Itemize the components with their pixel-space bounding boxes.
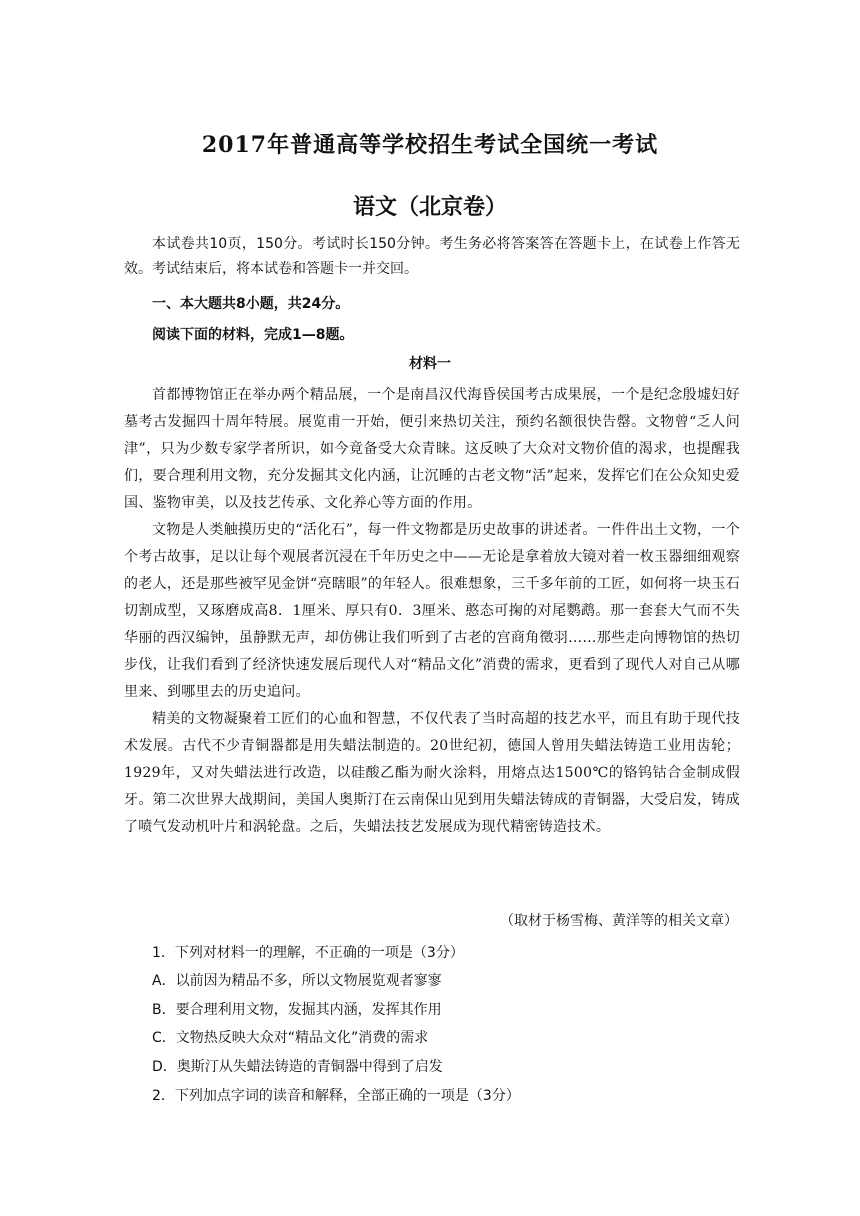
question-2: 2．下列加点字词的读音和解释，全部正确的一项是（3分） [152,1088,520,1104]
question-1-option-c: C．文物热反映大众对“精品文化”消费的需求 [152,1030,429,1046]
instructions-paragraph: 本试卷共10页，150分。考试时长150分钟。考生务必将答案答在答题卡上，在试卷上作答无效。考试结束后，将本试卷和答题卡一并交回。 [124,236,740,277]
question-1-option-b: B．要合理利用文物，发掘其内涵，发挥其作用 [152,1002,442,1018]
section-heading: 一、本大题共8小题，共24分。 [152,296,350,312]
material-title: 材料一 [409,356,451,372]
material-body [124,382,740,841]
question-1: 1．下列对材料一的理解，不正确的一项是（3分） [152,945,464,961]
question-1-option-a: A．以前因为精品不多，所以文物展览观者寥寥 [152,973,442,989]
reading-prompt: 阅读下面的材料，完成1—8题。 [152,327,354,343]
material-paragraph: 精美的文物凝聚着工匠们的心血和智慧，不仅代表了当时高超的技艺水平，而且有助于现代技术发展。古代不少青铜器都是用失蜡法制造的。20世纪初，德国人曾用失蜡法铸造工业用齿轮；1929年，又对失蜡法进行改造，以硅酸乙酯为耐火涂料，用熔点达1500℃的铬钨钴合金制成假牙。第二次世界大战期间，美国人奥斯汀在云南保山见到用失蜡法铸成的青铜器，大受启发，铸成了喷气发动机叶片和涡轮盘。之后，失蜡法技艺发展成为现代精密铸造技术。 [124,711,740,835]
exam-subtitle: 语文（北京卷） [352,194,507,220]
material-paragraph: 文物是人类触摸历史的“活化石”，每一件文物都是历史故事的讲述者。一件件出土文物，一个个考古故事，足以让每个观展者沉浸在千年历史之中——无论是拿着放大镜对着一枚玉器细细观察的老人，还是那些被罕见金饼“亮瞎眼”的年轻人。很难想象，三千多年前的工匠，如何将一块玉石切割成型，又琢磨成高8．1厘米、厚只有0．3厘米、憨态可掬的对尾鹦鹉。那一套套大气而不失华丽的西汉编钟，虽静默无声，却仿佛让我们听到了古老的宫商角徵羽……那些走向博物馆的热切步伐，让我们看到了经济快速发展后现代人对“精品文化”消费的需求，更看到了现代人对自己从哪里来、到哪里去的历史追问。 [124,522,740,700]
exam-title: 2017年普通高等学校招生考试全国统一考试 [201,132,659,158]
material-source: （取材于杨雪梅、黄洋等的相关文章） [500,913,738,929]
question-1-option-d: D．奥斯汀从失蜡法铸造的青铜器中得到了启发 [152,1059,443,1075]
material-paragraph: 首都博物馆正在举办两个精品展，一个是南昌汉代海昏侯国考古成果展，一个是纪念殷墟妇好墓考古发掘四十周年特展。展览甫一开始，便引来热切关注，预约名额很快告罄。文物曾“乏人问津”，只为少数专家学者所识，如今竟备受大众青睐。这反映了大众对文物价值的渴求，也提醒我们，要合理利用文物，充分发掘其文化内涵，让沉睡的古老文物“活”起来，发挥它们在公众知史爱国、鉴物审美，以及技艺传承、文化养心等方面的作用。 [124,387,740,511]
